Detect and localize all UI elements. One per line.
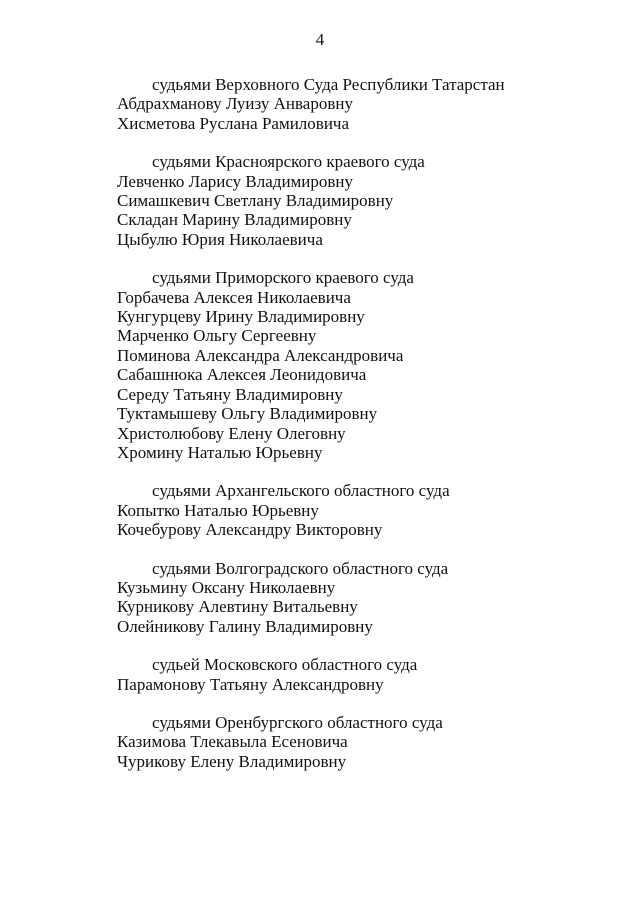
judge-name: Парамонову Татьяну Александровну: [117, 674, 384, 694]
judge-name: Симашкевич Светлану Владимировну: [117, 191, 394, 211]
page-number: 4: [315, 30, 325, 49]
judge-name: Хромину Наталью Юрьевну: [117, 442, 323, 462]
judge-name: Середу Татьяну Владимировну: [117, 384, 343, 404]
court-section-orenburg: [117, 713, 617, 771]
court-heading: судьями Красноярского краевого суда: [152, 152, 425, 172]
judge-name: Марченко Ольгу Сергеевну: [117, 326, 317, 346]
court-heading: судьями Архангельского областного суда: [152, 481, 450, 501]
court-section-krasnoyarsk: [117, 152, 617, 249]
judge-name: Левченко Ларису Владимировну: [117, 171, 354, 191]
judge-name: Абдрахманову Луизу Анваровну: [117, 94, 353, 114]
judge-name: Хисметова Руслана Рамиловича: [117, 113, 350, 133]
judge-name: Олейникову Галину Владимировну: [117, 616, 373, 636]
judge-name: Копытко Наталью Юрьевну: [117, 500, 319, 520]
judge-name: Кочебурову Александру Викторовну: [117, 520, 383, 540]
court-heading: судьями Волгоградского областного суда: [152, 558, 449, 578]
judge-name: Складан Марину Владимировну: [117, 210, 352, 230]
judge-name: Казимова Тлекавыла Есеновича: [117, 732, 348, 752]
court-heading: судьями Оренбургского областного суда: [152, 712, 443, 732]
court-section-primorsky: [117, 268, 617, 462]
judge-name: Цыбулю Юрия Николаевича: [117, 229, 323, 249]
court-heading: судьями Приморского краевого суда: [152, 268, 414, 288]
judge-name: Поминова Александра Александровича: [117, 345, 404, 365]
judge-name: Кузьмину Оксану Николаевну: [117, 577, 336, 597]
judge-name: Христолюбову Елену Олеговну: [117, 423, 346, 443]
judge-name: Горбачева Алексея Николаевича: [117, 287, 351, 307]
court-heading: судьями Верховного Суда Республики Татарстан: [152, 75, 505, 94]
judge-name: Туктамышеву Ольгу Владимировну: [117, 404, 378, 424]
judge-name: Кунгурцеву Ирину Владимировну: [117, 307, 365, 327]
judge-name: Чурикову Елену Владимировну: [117, 751, 347, 771]
judge-name: Сабашнюка Алексея Леонидовича: [117, 365, 367, 385]
court-section-tatarstan: [117, 75, 617, 133]
judge-name: Курникову Алевтину Витальевну: [117, 597, 358, 617]
court-heading: судьей Московского областного суда: [152, 655, 418, 675]
court-section-moscow-oblast: [117, 655, 617, 694]
appointment-list: [117, 75, 617, 790]
court-section-arkhangelsk: [117, 481, 617, 539]
court-section-volgograd: [117, 559, 617, 637]
